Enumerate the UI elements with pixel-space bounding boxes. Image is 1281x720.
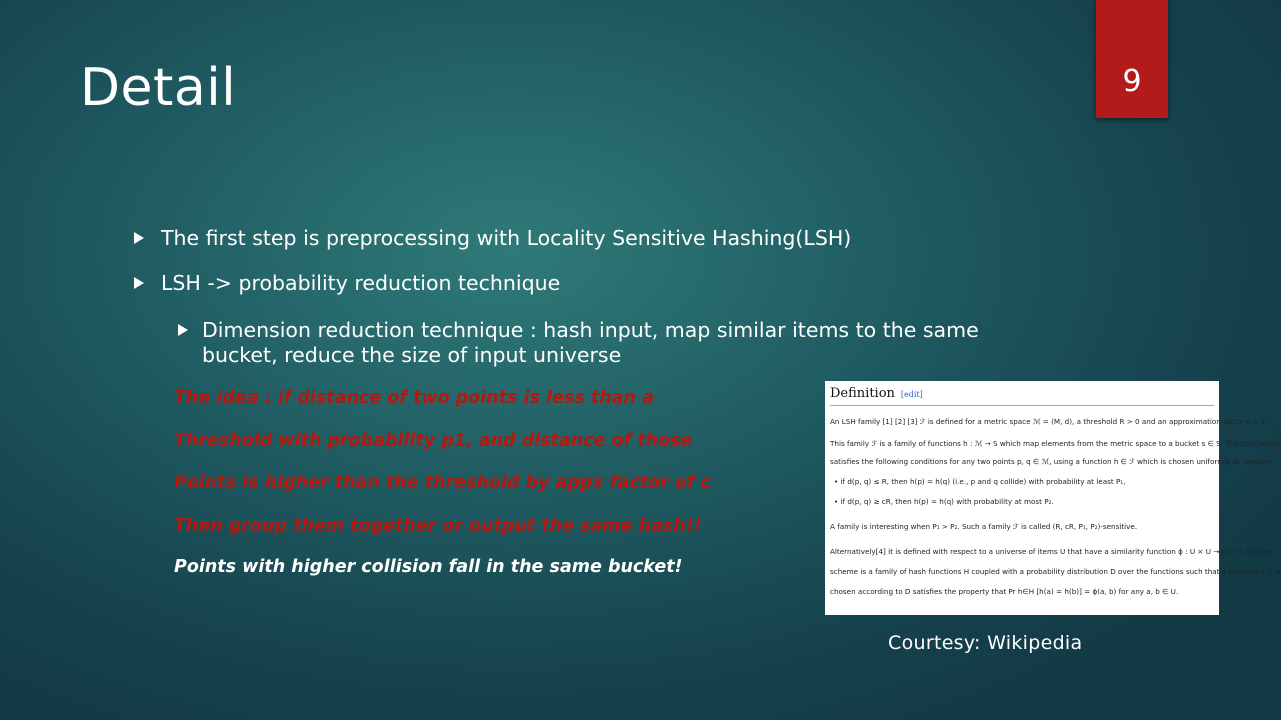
heading-divider [830,405,1214,406]
definition-line: scheme is a family of hash functions H coupled with a probability distribution D over the functions such that a function h ∈ H [830,567,1281,576]
sub-bullet-text: Dimension reduction technique : hash input, map similar items to the same bucket, reduce the size of input universe [202,318,979,367]
edit-link: [edit] [900,390,923,399]
definition-line: An LSH family [1] [2] [3] ℱ is defined for a metric space ℳ = (M, d), a threshold R > 0 and an approximation factor c > 1. [830,417,1268,426]
definition-line: • if d(p, q) ≥ cR, then h(p) = h(q) with probability at most P₂. [834,497,1054,506]
definition-line: • if d(p, q) ≤ R, then h(p) = h(q) (i.e., p and q collide) with probability at least P₁, [834,477,1126,486]
sub-bullet-item [178,318,1008,368]
bullet-text: LSH -> probability reduction technique [161,271,561,295]
definition-screenshot [825,381,1281,615]
bullet-item [134,226,1034,250]
definition-line: chosen according to D satisfies the property that Pr h∈H [h(a) = h(b)] = ϕ(a, b) for any a, b ∈ U. [830,587,1179,596]
page-number: 9 [1122,64,1142,99]
highlight-line: Points with higher collision fall in the same bucket! [174,557,683,577]
definition-heading-text: Definition [830,386,895,401]
idea-line: Then group them together or output the same hash!! [174,516,702,536]
slide-title: Detail [80,58,237,118]
definition-line: Alternatively[4] it is defined with respect to a universe of items U that have a similarity function ϕ : U × U → [0, 1]. An LSH [830,547,1272,556]
definition-line: This family ℱ is a family of functions h : ℳ → S which map elements from the metric space to a bucket s ∈ S. The LSH family [830,439,1280,448]
idea-line: Points is higher than the threshold by appx factor of c [174,473,711,493]
idea-line: Threshold with probability p1, and distance of those [174,431,693,451]
idea-line: The idea : if distance of two points is less than a [174,388,654,408]
triangle-arrow-icon [134,232,144,244]
definition-heading [830,386,923,401]
bullet-item [134,271,1034,295]
bullet-text: The first step is preprocessing with Locality Sensitive Hashing(LSH) [161,226,852,250]
image-credit: Courtesy: Wikipedia [888,632,1083,654]
definition-line: A family is interesting when P₁ > P₂. Such a family ℱ is called (R, cR, P₁, P₂)-sensitive. [830,522,1138,531]
triangle-arrow-icon [178,324,188,336]
definition-line: satisfies the following conditions for any two points p, q ∈ ℳ, using a function h ∈ ℱ which is chosen uniformly at random: [830,457,1273,466]
triangle-arrow-icon [134,277,144,289]
page-number-badge [1096,0,1168,118]
